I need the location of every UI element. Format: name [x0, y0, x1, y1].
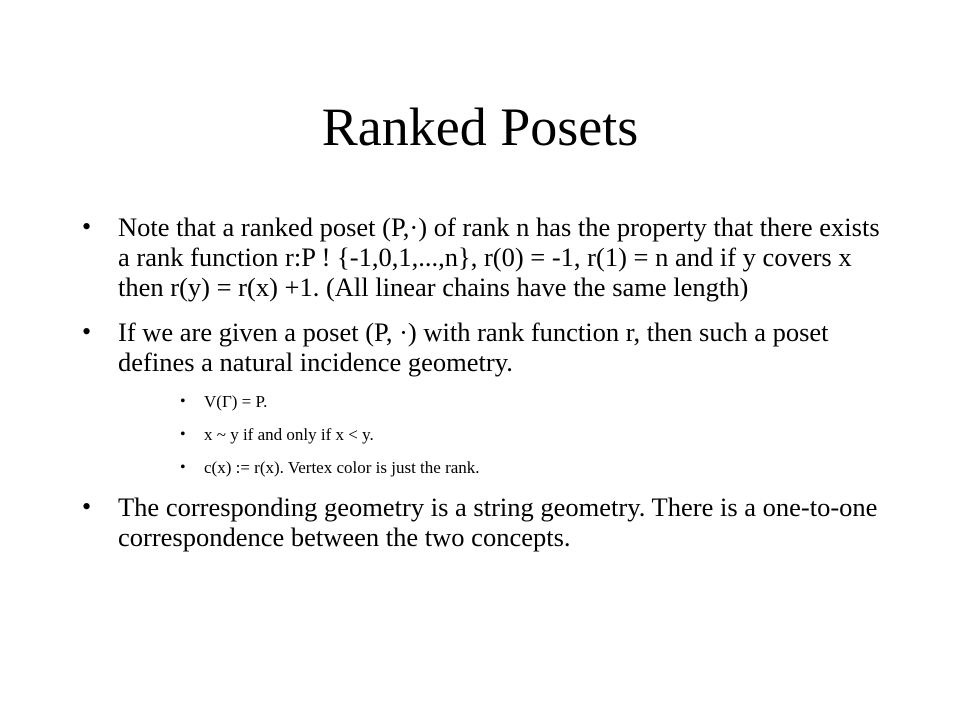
slide-body: [80, 212, 880, 567]
sub-bullet-marker: •: [180, 393, 186, 410]
bullet-marker: •: [82, 317, 92, 346]
bullet-text: The corresponding geometry is a string geometry. There is a one-to-one correspondence between the two concepts.: [118, 492, 878, 552]
sub-bullet-item: [80, 392, 880, 412]
bullet-text: Note that a ranked poset (P,·) of rank n has the property that there exists a rank function r:P ! {-1,0,1,...,n}, r(0) = -1, r(1) = n and if y covers x then r(y) = r(x) +1. (All linear chains have the same length): [118, 212, 880, 302]
sub-bullet-list: [80, 392, 880, 478]
bullet-text: If we are given a poset (P, ·) with rank function r, then such a poset defines a natural incidence geometry.: [118, 317, 829, 377]
sub-bullet-item: [80, 458, 880, 478]
sub-bullet-marker: •: [180, 459, 186, 476]
bullet-item: [80, 317, 880, 377]
bullet-marker: •: [82, 212, 92, 241]
sub-bullet-text: V(Γ) = P.: [204, 392, 268, 411]
bullet-item: [80, 212, 880, 302]
sub-bullet-text: x ~ y if and only if x < y.: [204, 425, 374, 444]
sub-bullet-text: c(x) := r(x). Vertex color is just the rank.: [204, 458, 480, 477]
bullet-marker: •: [82, 492, 92, 521]
sub-bullet-item: [80, 425, 880, 445]
bullet-item: [80, 492, 880, 552]
slide-title: Ranked Posets: [321, 97, 639, 157]
sub-bullet-marker: •: [180, 426, 186, 443]
